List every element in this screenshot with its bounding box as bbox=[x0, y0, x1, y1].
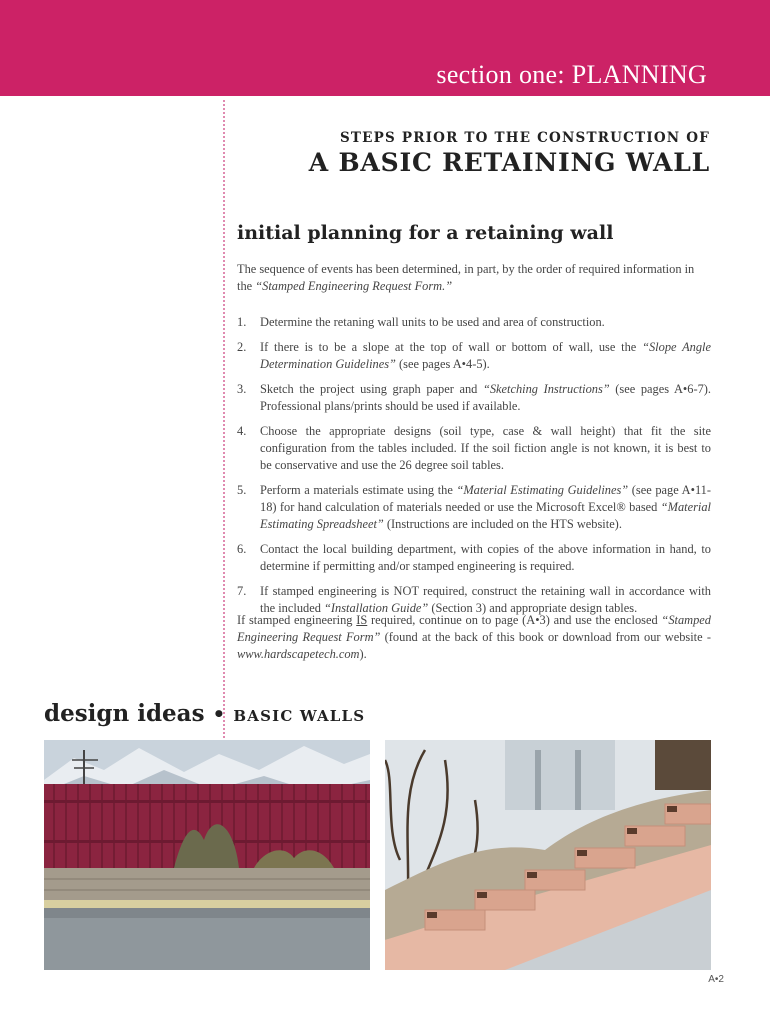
photo-stepped-wall bbox=[385, 740, 711, 970]
bullet: • bbox=[212, 702, 226, 726]
intro-paragraph bbox=[237, 261, 711, 295]
step-number: 1. bbox=[237, 315, 247, 329]
step-text: Perform a materials estimate using the bbox=[260, 483, 457, 497]
step-text: (Instructions are included on the HTS website). bbox=[383, 517, 622, 531]
intro-form-name: “Stamped Engineering Request Form.” bbox=[255, 279, 453, 293]
design-ideas-heading bbox=[44, 700, 365, 727]
step-text: Determine the retaning wall units to be used and area of construction. bbox=[260, 315, 605, 329]
photo-stepped-wall-image bbox=[385, 740, 711, 970]
header-rule bbox=[0, 96, 770, 98]
form-reference: “Stamped Engineering Request Form” bbox=[237, 613, 711, 644]
dotted-margin-rule bbox=[223, 100, 225, 742]
step-number: 4. bbox=[237, 424, 247, 438]
intro-text: The sequence of events has been determined, in part, by the order of required information in the bbox=[237, 262, 695, 293]
planning-steps bbox=[237, 314, 711, 625]
page-number: A•2 bbox=[708, 974, 724, 985]
title-kicker: STEPS PRIOR TO THE CONSTRUCTION OF bbox=[339, 130, 710, 146]
step-reference: “Material Estimating Spreadsheet” bbox=[260, 500, 711, 531]
step-number: 2. bbox=[237, 340, 247, 354]
step-item bbox=[237, 339, 711, 373]
step-number: 7. bbox=[237, 584, 247, 598]
page-title: A BASIC RETAINING WALL bbox=[308, 148, 710, 177]
photo-basic-wall-fence bbox=[44, 740, 370, 970]
website-link[interactable]: www.hardscapetech.com bbox=[237, 647, 360, 661]
design-ideas-title: design ideas bbox=[44, 700, 205, 727]
step-text: Contact the local building department, with copies of the above information in hand, to determine if permitting and/or stamped engineering is required. bbox=[260, 542, 711, 573]
step-reference: “Sketching Instructions” bbox=[482, 382, 610, 396]
step-item bbox=[237, 541, 711, 575]
step-text: (see pages A•4-5). bbox=[395, 357, 490, 371]
step-item bbox=[237, 482, 711, 533]
step-item bbox=[237, 381, 711, 415]
step-text: Choose the appropriate designs (soil type, case & wall height) that fit the site configuration from the tables included. If the soil fiction angle is not known, it is best to be conservative and use the 26 degree soil tables. bbox=[260, 424, 711, 472]
closing-text: ). bbox=[359, 647, 367, 661]
step-reference: “Material Estimating Guidelines” bbox=[456, 483, 629, 497]
step-number: 5. bbox=[237, 483, 247, 497]
step-text: (see pages A•6-7). Professional plans/prints should be used if available. bbox=[260, 382, 711, 413]
emphasis-is: IS bbox=[356, 613, 368, 627]
step-text: Sketch the project using graph paper and bbox=[260, 382, 483, 396]
section-title: section one: PLANNING bbox=[436, 60, 707, 89]
step-number: 6. bbox=[237, 542, 247, 556]
step-reference: “Slope Angle Determination Guidelines” bbox=[260, 340, 711, 371]
planning-heading: initial planning for a retaining wall bbox=[237, 222, 614, 244]
step-item bbox=[237, 423, 711, 474]
step-text: If stamped engineering is NOT required, construct the retaining wall in accordance with the included bbox=[260, 584, 711, 615]
closing-text: (found at the back of this book or download from our website - bbox=[380, 630, 711, 644]
step-text: (Section 3) and appropriate design tables. bbox=[428, 601, 638, 615]
closing-text: required, continue on to page (A•3) and use the enclosed bbox=[367, 613, 662, 627]
step-text: If there is to be a slope at the top of wall or bottom of wall, use the bbox=[260, 340, 643, 354]
photo-basic-wall-fence-image bbox=[44, 740, 370, 970]
step-item bbox=[237, 314, 711, 331]
closing-paragraph bbox=[237, 612, 711, 663]
step-reference: “Installation Guide” bbox=[324, 601, 429, 615]
step-number: 3. bbox=[237, 382, 247, 396]
closing-text: If stamped engineering bbox=[237, 613, 357, 627]
step-text: (see page A•11-18) for hand calculation of materials needed or use the Microsoft Excel® based bbox=[260, 483, 712, 514]
design-ideas-subtitle: BASIC WALLS bbox=[233, 707, 366, 725]
